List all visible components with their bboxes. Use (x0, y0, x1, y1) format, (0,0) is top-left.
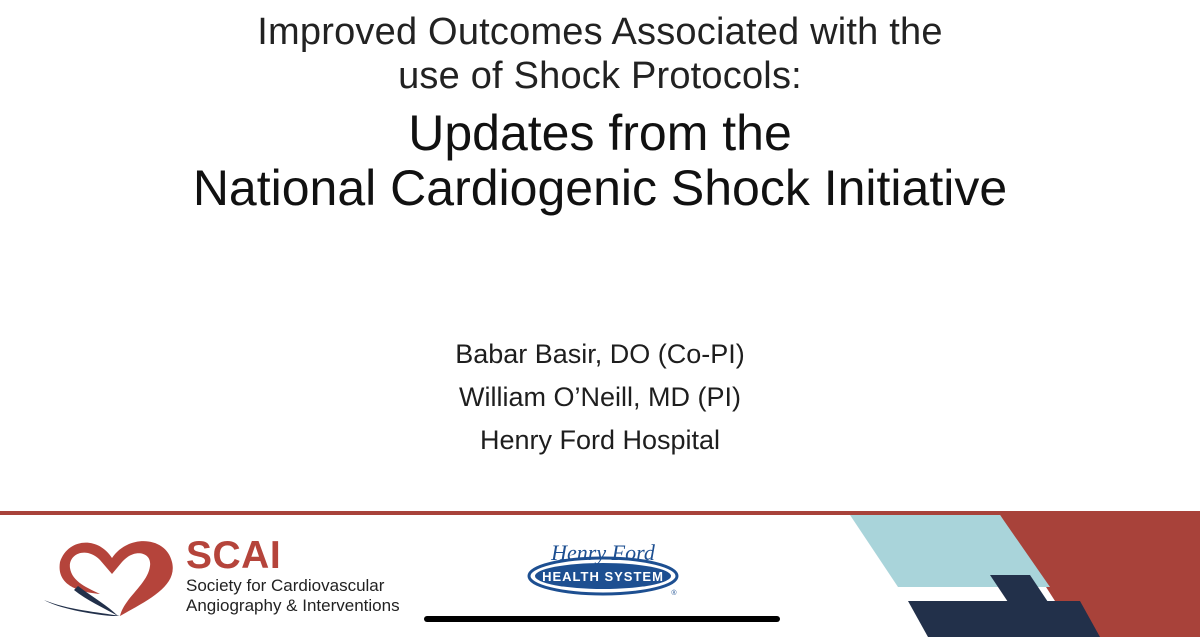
title-line-2: use of Shock Protocols: (398, 55, 802, 97)
author-oneill: William O’Neill, MD (PI) (459, 382, 741, 412)
slide-title (0, 10, 1200, 216)
corner-decoration (850, 515, 1200, 637)
title-line-3: Updates from the (408, 105, 792, 161)
title-line-1: Improved Outcomes Associated with the (257, 11, 943, 53)
author-basir: Babar Basir, DO (Co-PI) (455, 339, 745, 369)
scai-subtitle-1: Society for Cardiovascular (186, 576, 385, 595)
home-indicator[interactable] (424, 616, 780, 622)
scai-heart-icon (38, 528, 188, 618)
hfhs-script: Henry Ford (551, 540, 655, 565)
scai-wordmark (186, 536, 400, 616)
affiliation: Henry Ford Hospital (479, 425, 721, 455)
henry-ford-logo (524, 540, 682, 598)
hfhs-registered: ® (671, 590, 677, 597)
authors-block (0, 334, 1200, 460)
hfhs-band: HEALTH SYSTEM (542, 569, 664, 584)
title-line-4: National Cardiogenic Shock Initiative (192, 160, 1008, 216)
scai-subtitle-2: Angiography & Interventions (186, 596, 400, 615)
scai-name: SCAI (186, 534, 282, 577)
